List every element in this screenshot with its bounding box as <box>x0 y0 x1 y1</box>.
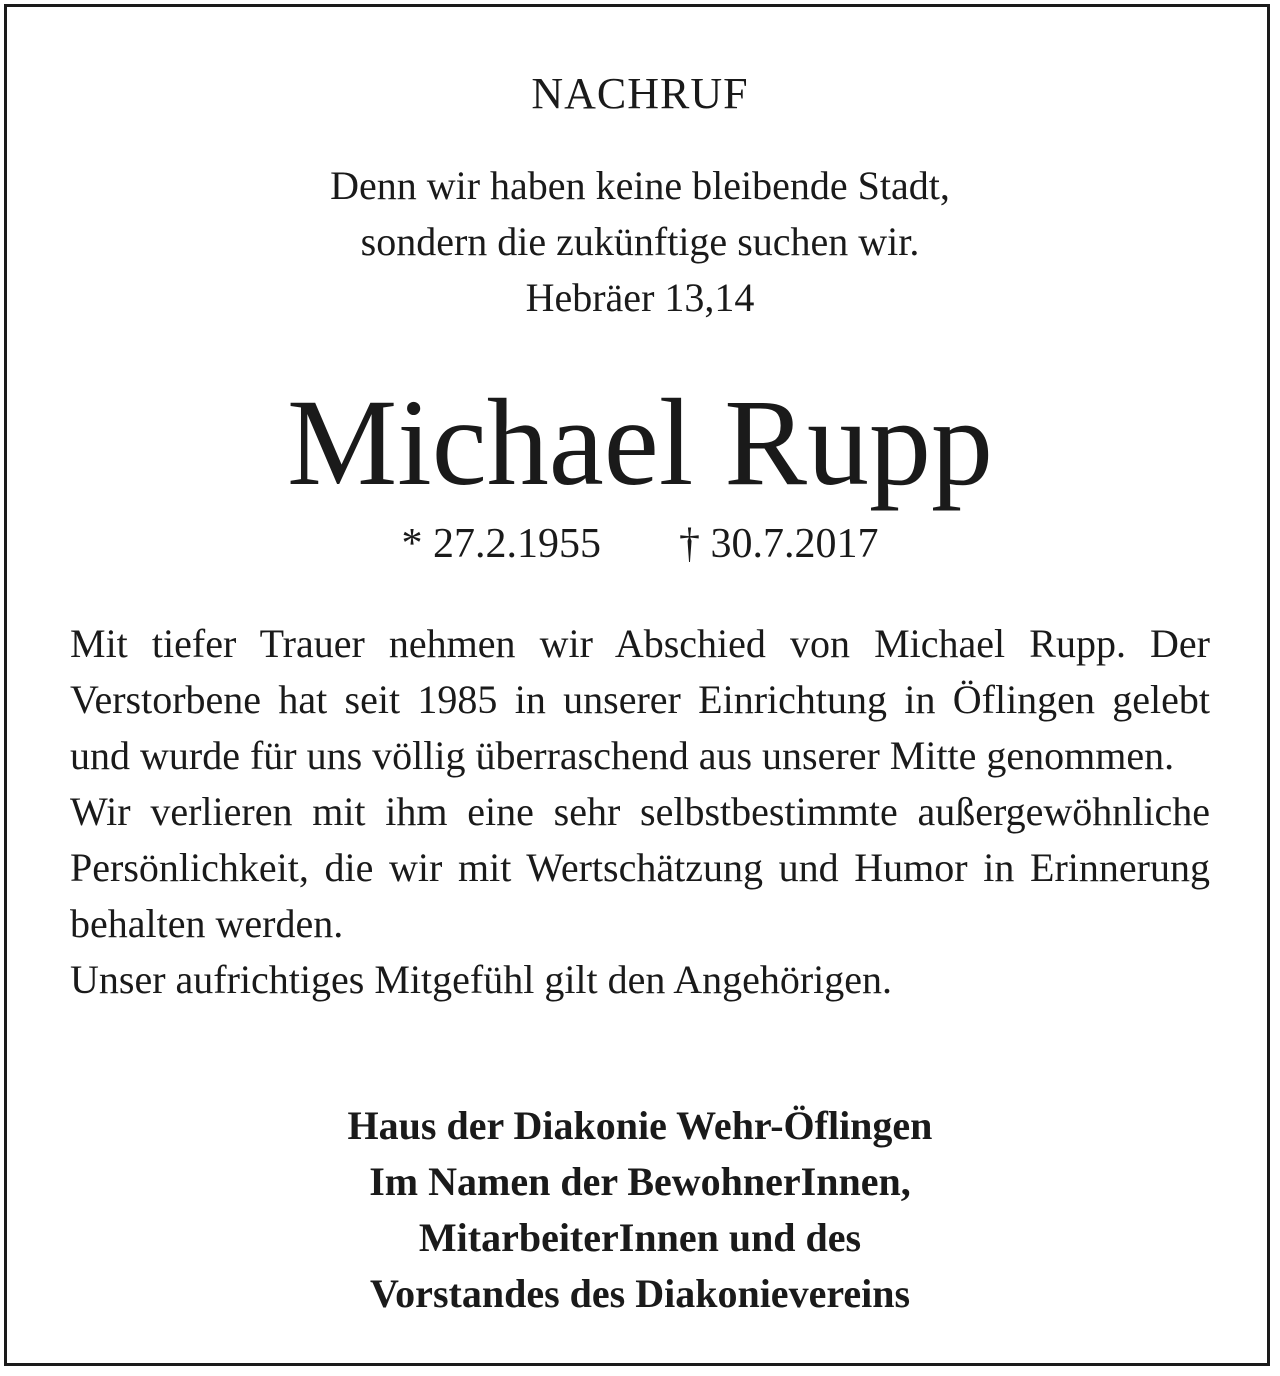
signature-line-3: MitarbeiterInnen und des <box>418 1215 862 1260</box>
verse-line-1: Denn wir haben keine bleibende Stadt, <box>330 163 950 208</box>
deceased-name: Michael Rupp <box>287 374 993 511</box>
signature-line-4: Vorstandes des Diakonievereins <box>369 1271 911 1316</box>
obituary-text <box>70 616 1210 1008</box>
life-dates <box>0 514 1280 574</box>
verse-reference: Hebräer 13,14 <box>525 275 755 320</box>
signature-line-2: Im Namen der BewohnerInnen, <box>369 1159 911 1204</box>
notice-heading: NACHRUF <box>531 69 749 118</box>
obituary-paragraph-1: Mit tiefer Trauer nehmen wir Abschied von Michael Rupp. Der Verstorbene hat seit 1985 in unserer Einrichtung in Öflingen gelebt und wurde für uns völlig überraschend aus unserer Mitte genommen. <box>70 621 1210 778</box>
obituary-paragraph-3: Unser aufrichtiges Mitgefühl gilt den Angehörigen. <box>70 957 893 1002</box>
signature-block <box>0 1098 1280 1322</box>
verse-line-2: sondern die zukünftige suchen wir. <box>360 219 920 264</box>
signature-line-1: Haus der Diakonie Wehr-Öflingen <box>347 1103 933 1148</box>
bible-verse <box>0 158 1280 326</box>
obituary-paragraph-2: Wir verlieren mit ihm eine sehr selbstbestimmte außergewöhnliche Persönlichkeit, die wir mit Wertschätzung und Humor in Erinnerung behalten werden. <box>70 789 1210 946</box>
death-date: † 30.7.2017 <box>679 521 879 567</box>
birth-date: * 27.2.1955 <box>401 521 601 567</box>
